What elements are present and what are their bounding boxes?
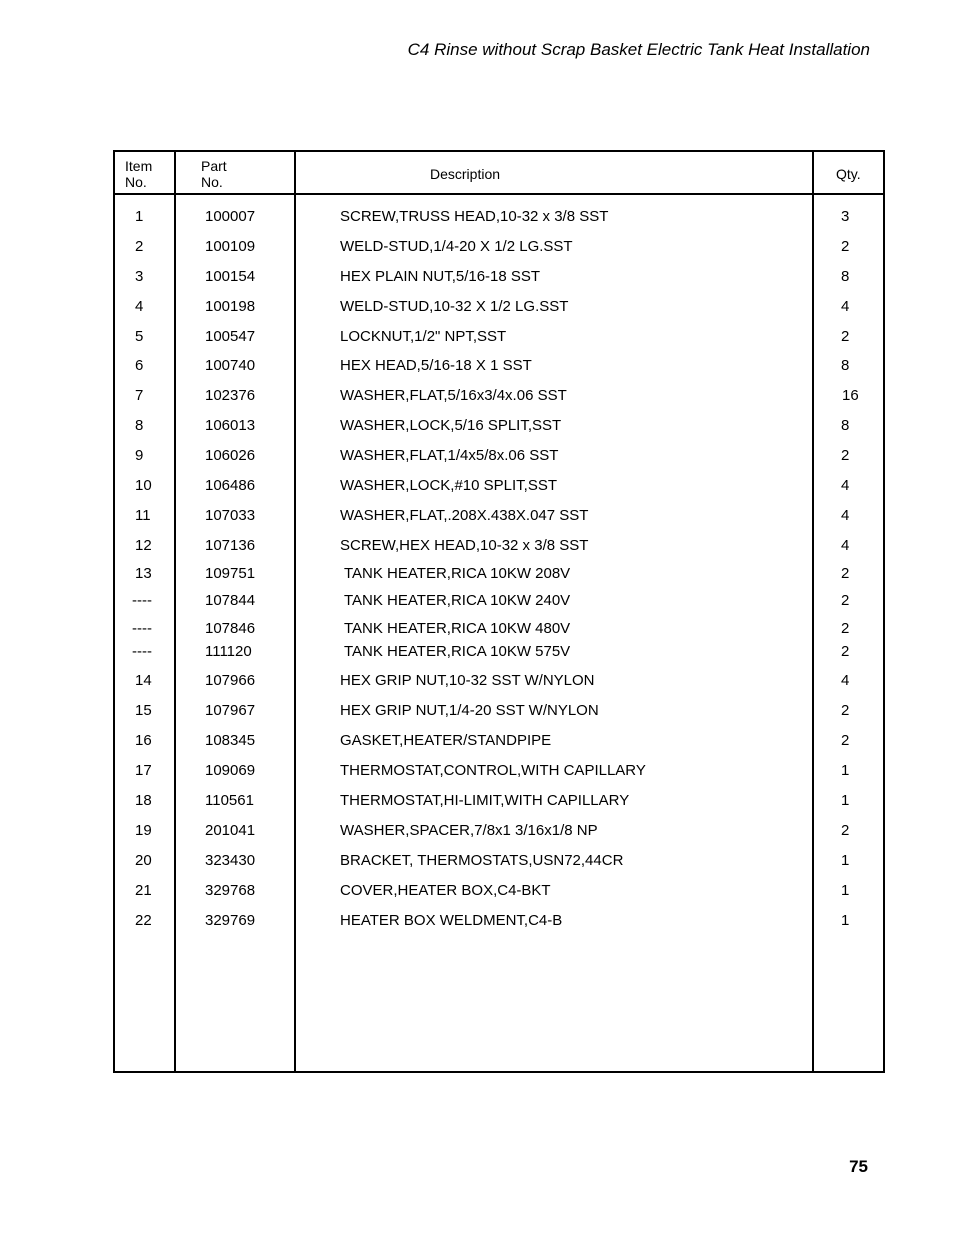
qty-cell: 4 xyxy=(841,507,850,524)
table-row xyxy=(115,238,883,258)
table-row xyxy=(115,328,883,348)
header-part-no-label: No. xyxy=(201,174,223,190)
part-no-cell: 109751 xyxy=(205,565,256,582)
header-divider xyxy=(115,193,883,195)
part-no-cell: 100198 xyxy=(205,298,256,315)
table-row xyxy=(115,208,883,228)
qty-cell: 8 xyxy=(841,417,850,434)
header-part-label: Part xyxy=(201,158,227,174)
part-no-cell: 111120 xyxy=(205,643,252,660)
qty-cell: 4 xyxy=(841,477,850,494)
part-no-cell: 102376 xyxy=(205,387,256,404)
description-cell: HEX GRIP NUT,10-32 SST W/NYLON xyxy=(340,672,595,689)
parts-table xyxy=(113,150,885,1073)
item-no-cell: 16 xyxy=(135,732,152,749)
table-row xyxy=(115,507,883,527)
description-cell: BRACKET, THERMOSTATS,USN72,44CR xyxy=(340,852,624,869)
item-no-cell: 3 xyxy=(135,268,144,285)
table-row xyxy=(115,565,883,585)
table-row xyxy=(115,447,883,467)
table-row xyxy=(115,643,883,663)
qty-cell: 2 xyxy=(841,592,850,609)
item-no-cell: ---- xyxy=(132,643,152,660)
qty-cell: 2 xyxy=(841,822,850,839)
table-row xyxy=(115,882,883,902)
item-no-cell: 21 xyxy=(135,882,152,899)
description-cell: WELD-STUD,10-32 X 1/2 LG.SST xyxy=(340,298,569,315)
table-row xyxy=(115,852,883,872)
qty-cell: 1 xyxy=(841,912,850,929)
part-no-cell: 107966 xyxy=(205,672,256,689)
part-no-cell: 100547 xyxy=(205,328,256,345)
table-row xyxy=(115,792,883,812)
description-cell: HEATER BOX WELDMENT,C4-B xyxy=(340,912,563,929)
header-item-no xyxy=(125,158,152,190)
description-cell: WASHER,LOCK,#10 SPLIT,SST xyxy=(340,477,558,494)
part-no-cell: 100109 xyxy=(205,238,256,255)
part-no-cell: 106486 xyxy=(205,477,256,494)
part-no-cell: 100740 xyxy=(205,357,256,374)
item-no-cell: 22 xyxy=(135,912,152,929)
description-cell: TANK HEATER,RICA 10KW 480V xyxy=(344,620,571,637)
item-no-cell: ---- xyxy=(132,620,152,637)
table-row xyxy=(115,387,883,407)
description-cell: TANK HEATER,RICA 10KW 208V xyxy=(344,565,571,582)
part-no-cell: 100154 xyxy=(205,268,256,285)
header-item-label: Item xyxy=(125,158,153,174)
part-no-cell: 201041 xyxy=(205,822,256,839)
item-no-cell: 20 xyxy=(135,852,152,869)
qty-cell: 3 xyxy=(841,208,850,225)
description-cell: TANK HEATER,RICA 10KW 575V xyxy=(344,643,571,660)
item-no-cell: 10 xyxy=(135,477,152,494)
description-cell: WELD-STUD,1/4-20 X 1/2 LG.SST xyxy=(340,238,573,255)
qty-cell: 2 xyxy=(841,620,850,637)
qty-cell: 8 xyxy=(841,357,850,374)
item-no-cell: 6 xyxy=(135,357,144,374)
description-cell: WASHER,FLAT,.208X.438X.047 SST xyxy=(340,507,589,524)
table-row xyxy=(115,537,883,557)
item-no-cell: 2 xyxy=(135,238,144,255)
item-no-cell: 7 xyxy=(135,387,144,404)
qty-cell: 2 xyxy=(841,447,850,464)
part-no-cell: 329769 xyxy=(205,912,256,929)
qty-cell: 1 xyxy=(841,852,850,869)
part-no-cell: 107844 xyxy=(205,592,256,609)
header-description: Description xyxy=(430,166,501,182)
table-row xyxy=(115,592,883,612)
qty-cell: 2 xyxy=(841,702,850,719)
table-row xyxy=(115,357,883,377)
header-part-no xyxy=(201,158,227,190)
part-no-cell: 106026 xyxy=(205,447,256,464)
part-no-cell: 329768 xyxy=(205,882,256,899)
qty-cell: 4 xyxy=(841,537,850,554)
table-row xyxy=(115,298,883,318)
description-cell: GASKET,HEATER/STANDPIPE xyxy=(340,732,552,749)
table-row xyxy=(115,672,883,692)
qty-cell: 1 xyxy=(841,882,850,899)
table-row xyxy=(115,762,883,782)
part-no-cell: 106013 xyxy=(205,417,256,434)
description-cell: WASHER,SPACER,7/8x1 3/16x1/8 NP xyxy=(340,822,598,839)
table-row xyxy=(115,912,883,932)
part-no-cell: 107136 xyxy=(205,537,256,554)
item-no-cell: 13 xyxy=(135,565,152,582)
table-row xyxy=(115,732,883,752)
table-row xyxy=(115,822,883,842)
description-cell: THERMOSTAT,HI-LIMIT,WITH CAPILLARY xyxy=(340,792,630,809)
description-cell: TANK HEATER,RICA 10KW 240V xyxy=(344,592,571,609)
description-cell: HEX PLAIN NUT,5/16-18 SST xyxy=(340,268,541,285)
table-row xyxy=(115,620,883,640)
part-no-cell: 108345 xyxy=(205,732,256,749)
description-cell: SCREW,HEX HEAD,10-32 x 3/8 SST xyxy=(340,537,589,554)
item-no-cell: 1 xyxy=(135,208,144,225)
item-no-cell: 8 xyxy=(135,417,144,434)
description-cell: HEX HEAD,5/16-18 X 1 SST xyxy=(340,357,532,374)
description-cell: HEX GRIP NUT,1/4-20 SST W/NYLON xyxy=(340,702,599,719)
item-no-cell: 9 xyxy=(135,447,144,464)
qty-cell: 16 xyxy=(842,387,859,404)
part-no-cell: 100007 xyxy=(205,208,256,225)
qty-cell: 2 xyxy=(841,565,850,582)
description-cell: LOCKNUT,1/2" NPT,SST xyxy=(340,328,507,345)
header-item-no-label: No. xyxy=(125,174,147,190)
item-no-cell: 15 xyxy=(135,702,152,719)
qty-cell: 1 xyxy=(841,792,850,809)
page-header-title: C4 Rinse without Scrap Basket Electric Tank Heat Installation xyxy=(407,40,870,59)
qty-cell: 2 xyxy=(841,643,850,660)
item-no-cell: 11 xyxy=(135,507,151,524)
qty-cell: 2 xyxy=(841,732,850,749)
item-no-cell: 14 xyxy=(135,672,152,689)
item-no-cell: 18 xyxy=(135,792,152,809)
qty-cell: 8 xyxy=(841,268,850,285)
description-cell: THERMOSTAT,CONTROL,WITH CAPILLARY xyxy=(340,762,646,779)
part-no-cell: 107967 xyxy=(205,702,256,719)
item-no-cell: 17 xyxy=(135,762,152,779)
item-no-cell: 5 xyxy=(135,328,144,345)
part-no-cell: 323430 xyxy=(205,852,256,869)
qty-cell: 2 xyxy=(841,238,850,255)
item-no-cell: 4 xyxy=(135,298,144,315)
item-no-cell: 12 xyxy=(135,537,152,554)
part-no-cell: 107033 xyxy=(205,507,256,524)
description-cell: WASHER,LOCK,5/16 SPLIT,SST xyxy=(340,417,562,434)
qty-cell: 4 xyxy=(841,672,850,689)
table-row xyxy=(115,268,883,288)
qty-cell: 2 xyxy=(841,328,850,345)
description-cell: SCREW,TRUSS HEAD,10-32 x 3/8 SST xyxy=(340,208,609,225)
page-number: 75 xyxy=(849,1157,868,1176)
table-row xyxy=(115,417,883,437)
qty-cell: 4 xyxy=(841,298,850,315)
description-cell: WASHER,FLAT,1/4x5/8x.06 SST xyxy=(340,447,559,464)
description-cell: COVER,HEATER BOX,C4-BKT xyxy=(340,882,551,899)
table-row xyxy=(115,477,883,497)
description-cell: WASHER,FLAT,5/16x3/4x.06 SST xyxy=(340,387,567,404)
part-no-cell: 110561 xyxy=(205,792,254,809)
part-no-cell: 107846 xyxy=(205,620,256,637)
part-no-cell: 109069 xyxy=(205,762,256,779)
qty-cell: 1 xyxy=(841,762,850,779)
item-no-cell: 19 xyxy=(135,822,152,839)
item-no-cell: ---- xyxy=(132,592,152,609)
table-row xyxy=(115,702,883,722)
header-qty: Qty. xyxy=(836,166,861,182)
